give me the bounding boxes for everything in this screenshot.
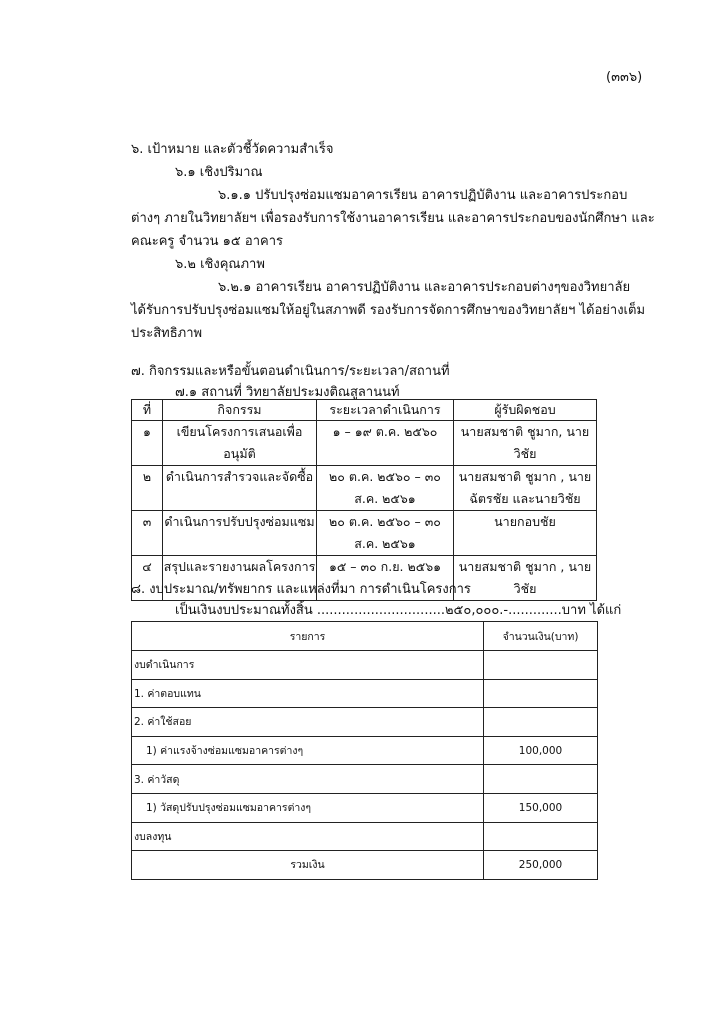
- table-row: [132, 511, 597, 556]
- section7-place: ๗.๑ สถานที่ วิทยาลัยประมงติณสูลานนท์: [175, 385, 400, 400]
- budget-table: [131, 621, 598, 880]
- table-row: [132, 822, 598, 851]
- section6-sub2-heading: ๖.๒ เชิงคุณภาพ: [175, 257, 265, 272]
- budget-amount: [484, 708, 598, 737]
- header-responsible: ผู้รับผิดชอบ: [454, 400, 597, 421]
- row-period: ๒๐ ต.ค. ๒๕๖๐ – ๓๐ ส.ค. ๒๕๖๑: [317, 466, 454, 511]
- section7-heading: ๗. กิจกรรมและหรือขั้นตอนดำเนินการ/ระยะเวลา/สถานที่: [131, 364, 450, 379]
- table-row: [132, 793, 598, 822]
- row-responsible: นายกอบชัย: [454, 511, 597, 556]
- row-period: ๒๐ ต.ค. ๒๕๖๐ – ๓๐ ส.ค. ๒๕๖๑: [317, 511, 454, 556]
- row-activity: ดำเนินการสำรวจและจัดซื้อ: [163, 466, 317, 511]
- table-row: [132, 651, 598, 680]
- row-activity: สรุปและรายงานผลโครงการ: [163, 556, 317, 601]
- budget-amount: [484, 822, 598, 851]
- activity-table-header-row: [132, 400, 597, 421]
- table-row: [132, 736, 598, 765]
- section8-budget-line: เป็นเงินงบประมาณทั้งสิ้น ...............................๒๕๐,๐๐๐.-.............บาท ได้แก่: [175, 603, 622, 618]
- budget-amount: 150,000: [484, 793, 598, 822]
- budget-amount: [484, 651, 598, 680]
- section8-heading: ๘. งบประมาณ/ทรัพยากร และแหล่งที่มา การดำเนินโครงการ: [131, 582, 471, 597]
- row-responsible: นายสมชาติ ชูมาก , นายวิชัย: [454, 556, 597, 601]
- budget-amount: 100,000: [484, 736, 598, 765]
- table-row: [132, 421, 597, 466]
- section6-sub1-line: คณะครู จำนวน ๑๕ อาคาร: [131, 234, 283, 249]
- table-row: [132, 466, 597, 511]
- budget-item: 2. ค่าใช้สอย: [132, 708, 484, 737]
- row-no: ๒: [132, 466, 163, 511]
- budget-table-header-row: [132, 622, 598, 651]
- budget-total-label: รวมเงิน: [132, 851, 484, 880]
- row-activity: ดำเนินการปรับปรุงซ่อมแซม: [163, 511, 317, 556]
- section6-sub2-line: ประสิทธิภาพ: [131, 326, 203, 341]
- budget-item: 1. ค่าตอบแทน: [132, 679, 484, 708]
- section6-sub1-heading: ๖.๑ เชิงปริมาณ: [175, 165, 263, 180]
- row-activity: เขียนโครงการเสนอเพื่ออนุมัติ: [163, 421, 317, 466]
- budget-total-row: [132, 851, 598, 880]
- budget-item: 1) ค่าแรงจ้างซ่อมแซมอาคารต่างๆ: [132, 736, 484, 765]
- section6-sub2-line: ๖.๒.๑ อาคารเรียน อาคารปฏิบัติงาน และอาคารประกอบต่างๆของวิทยาลัย: [218, 280, 631, 295]
- activity-table: [131, 399, 597, 601]
- table-row: [132, 708, 598, 737]
- row-responsible: นายสมชาติ ชูมาก , นายฉัตรชัย และนายวิชัย: [454, 466, 597, 511]
- budget-item: งบลงทุน: [132, 822, 484, 851]
- page-number: (๓๓๖): [606, 70, 643, 85]
- row-no: ๑: [132, 421, 163, 466]
- row-period: ๑๕ – ๓๐ ก.ย. ๒๕๖๑: [317, 556, 454, 601]
- section6-sub2-line: ได้รับการปรับปรุงซ่อมแซมให้อยู่ในสภาพดี รองรับการจัดการศึกษาของวิทยาลัยฯ ได้อย่างเต็ม: [131, 303, 646, 318]
- section6-sub1-line: ๖.๑.๑ ปรับปรุงซ่อมแซมอาคารเรียน อาคารปฏิบัติงาน และอาคารประกอบ: [218, 188, 628, 203]
- section6-sub1-line: ต่างๆ ภายในวิทยาลัยฯ เพื่อรองรับการใช้งานอาคารเรียน และอาคารประกอบของนักศึกษา และ: [131, 211, 655, 226]
- header-item: รายการ: [132, 622, 484, 651]
- budget-total-amount: 250,000: [484, 851, 598, 880]
- header-period: ระยะเวลาดำเนินการ: [317, 400, 454, 421]
- budget-item: งบดำเนินการ: [132, 651, 484, 680]
- header-amount: จำนวนเงิน(บาท): [484, 622, 598, 651]
- row-no: ๓: [132, 511, 163, 556]
- section6-heading: ๖. เป้าหมาย และตัวชี้วัดความสำเร็จ: [131, 142, 334, 157]
- table-row: [132, 765, 598, 794]
- header-activity: กิจกรรม: [163, 400, 317, 421]
- table-row: [132, 679, 598, 708]
- row-responsible: นายสมชาติ ชูมาก, นายวิชัย: [454, 421, 597, 466]
- row-no: ๔: [132, 556, 163, 601]
- budget-item: 3. ค่าวัสดุ: [132, 765, 484, 794]
- budget-item: 1) วัสดุปรับปรุงซ่อมแซมอาคารต่างๆ: [132, 793, 484, 822]
- row-period: ๑ – ๑๙ ต.ค. ๒๕๖๐: [317, 421, 454, 466]
- header-no: ที่: [132, 400, 163, 421]
- budget-amount: [484, 765, 598, 794]
- budget-amount: [484, 679, 598, 708]
